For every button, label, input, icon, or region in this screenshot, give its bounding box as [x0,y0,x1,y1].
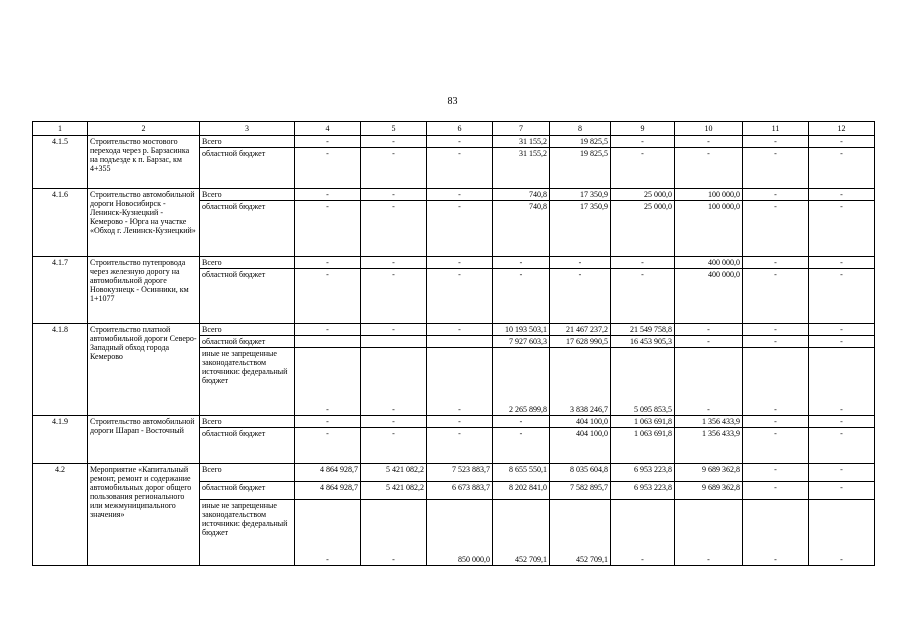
value-cell: 19 825,5 [550,148,611,189]
row-number: 4.1.9 [33,416,88,464]
value-cell: 17 350,9 [550,189,611,201]
value-cell: 4 864 928,7 [295,464,361,482]
value-cell: - [361,136,427,148]
value-cell: - [295,148,361,189]
funding-source: Всего [200,324,295,336]
value-cell: 850 000,0 [427,500,493,566]
value-cell: 1 063 691,8 [611,416,675,428]
value-cell: 2 265 899,8 [493,348,550,416]
value-cell: 9 689 362,8 [675,464,743,482]
value-cell [361,336,427,348]
value-cell: 452 709,1 [493,500,550,566]
column-header: 11 [743,122,809,136]
value-cell: - [361,189,427,201]
value-cell: - [361,269,427,324]
value-cell: 7 927 603,3 [493,336,550,348]
funding-source: областной бюджет [200,269,295,324]
value-cell: - [809,269,875,324]
value-cell: 5 095 853,5 [611,348,675,416]
value-cell: - [743,428,809,464]
column-header: 3 [200,122,295,136]
value-cell: 9 689 362,8 [675,482,743,500]
value-cell: - [361,416,427,428]
value-cell: - [743,136,809,148]
value-cell: 3 838 246,7 [550,348,611,416]
value-cell: - [493,269,550,324]
activity-name: Строительство автомобильной дороги Новосибирск - Ленинск-Кузнецкий - Кемерово - Юрга на участке «Обход г. Ленинск-Кузнецкий» [88,189,200,257]
value-cell: - [427,201,493,257]
value-cell: 31 155,2 [493,136,550,148]
value-cell: 25 000,0 [611,201,675,257]
value-cell: - [295,324,361,336]
value-cell: 21 549 758,8 [611,324,675,336]
value-cell: - [611,500,675,566]
table-row [33,189,875,201]
funding-source: областной бюджет [200,336,295,348]
value-cell: 17 350,9 [550,201,611,257]
funding-source: иные не запрещенные законодательством источники: федеральный бюджет [200,500,295,566]
value-cell: - [361,324,427,336]
value-cell: - [675,136,743,148]
value-cell: 25 000,0 [611,189,675,201]
funding-source: Всего [200,464,295,482]
funding-source: областной бюджет [200,482,295,500]
value-cell: - [427,428,493,464]
column-header: 6 [427,122,493,136]
value-cell: - [809,348,875,416]
column-header: 1 [33,122,88,136]
table-row [33,136,875,148]
row-number: 4.1.8 [33,324,88,416]
activity-name: Мероприятие «Капитальный ремонт, ремонт и содержание автомобильных дорог общего пользования регионального или межмуниципального значения» [88,464,200,566]
funding-source: областной бюджет [200,148,295,189]
row-number: 4.1.5 [33,136,88,189]
value-cell: 6 673 883,7 [427,482,493,500]
value-cell: - [361,257,427,269]
value-cell: - [295,201,361,257]
value-cell: - [743,464,809,482]
value-cell: - [809,500,875,566]
funding-source: Всего [200,189,295,201]
value-cell: 740,8 [493,201,550,257]
value-cell: - [427,269,493,324]
value-cell: 10 193 503,1 [493,324,550,336]
value-cell: - [295,428,361,464]
value-cell: 6 953 223,8 [611,464,675,482]
value-cell: - [743,257,809,269]
value-cell: 100 000,0 [675,189,743,201]
value-cell: - [295,348,361,416]
value-cell: - [427,148,493,189]
value-cell: - [743,500,809,566]
value-cell: 19 825,5 [550,136,611,148]
value-cell: 7 582 895,7 [550,482,611,500]
funding-source: областной бюджет [200,201,295,257]
value-cell: - [809,482,875,500]
activity-name: Строительство платной автомобильной дороги Северо-Западный обход города Кемерово [88,324,200,416]
value-cell: - [611,136,675,148]
value-cell: 31 155,2 [493,148,550,189]
value-cell: - [611,269,675,324]
value-cell [427,336,493,348]
value-cell: - [427,257,493,269]
value-cell: - [361,148,427,189]
value-cell: - [550,257,611,269]
column-header: 5 [361,122,427,136]
page-number: 83 [447,96,458,107]
value-cell: - [295,189,361,201]
column-header: 9 [611,122,675,136]
value-cell: - [743,416,809,428]
value-cell: 740,8 [493,189,550,201]
value-cell: - [295,257,361,269]
value-cell: - [743,336,809,348]
value-cell: - [675,348,743,416]
table-row [33,324,875,336]
header-row [33,122,875,136]
value-cell: 1 356 433,9 [675,416,743,428]
row-number: 4.1.7 [33,257,88,324]
value-cell: - [493,416,550,428]
value-cell: - [675,148,743,189]
value-cell: - [809,201,875,257]
value-cell: - [427,348,493,416]
value-cell: 400 000,0 [675,269,743,324]
value-cell: 8 035 604,8 [550,464,611,482]
value-cell: - [809,136,875,148]
value-cell: - [295,269,361,324]
value-cell: - [361,500,427,566]
value-cell: - [809,428,875,464]
value-cell: 1 356 433,9 [675,428,743,464]
value-cell: 404 100,0 [550,428,611,464]
value-cell: 7 523 883,7 [427,464,493,482]
value-cell: - [295,500,361,566]
activity-name: Строительство мостового перехода через р. Барзасинка на подъезде к п. Барзас, км 4+355 [88,136,200,189]
funding-source: Всего [200,257,295,269]
table-row [33,257,875,269]
value-cell: 100 000,0 [675,201,743,257]
value-cell: 6 953 223,8 [611,482,675,500]
value-cell [295,336,361,348]
value-cell: - [611,148,675,189]
column-header: 12 [809,122,875,136]
value-cell: - [743,482,809,500]
value-cell: - [809,416,875,428]
value-cell: - [675,500,743,566]
value-cell: 8 202 841,0 [493,482,550,500]
table-row [33,416,875,428]
value-cell: - [361,428,427,464]
funding-source: областной бюджет [200,428,295,464]
table-row [33,464,875,482]
value-cell: - [743,324,809,336]
value-cell: - [809,336,875,348]
value-cell: - [427,189,493,201]
column-header: 7 [493,122,550,136]
value-cell: - [611,257,675,269]
column-header: 2 [88,122,200,136]
value-cell: - [743,201,809,257]
column-header: 4 [295,122,361,136]
value-cell: - [809,464,875,482]
value-cell: - [743,348,809,416]
program-table [32,121,875,566]
value-cell: 5 421 082,2 [361,464,427,482]
row-number: 4.1.6 [33,189,88,257]
value-cell: 16 453 905,3 [611,336,675,348]
value-cell: - [295,136,361,148]
column-header: 10 [675,122,743,136]
funding-source: Всего [200,416,295,428]
value-cell: - [493,428,550,464]
value-cell: - [809,148,875,189]
value-cell: - [427,416,493,428]
value-cell: - [361,348,427,416]
value-cell: - [361,201,427,257]
value-cell: - [675,324,743,336]
value-cell: 400 000,0 [675,257,743,269]
value-cell: - [493,257,550,269]
activity-name: Строительство путепровода через железную дорогу на автомобильной дороге Новокузнецк - Осинники, км 1+1077 [88,257,200,324]
value-cell: 5 421 082,2 [361,482,427,500]
value-cell: - [295,416,361,428]
value-cell: - [743,269,809,324]
value-cell: 21 467 237,2 [550,324,611,336]
funding-source: Всего [200,136,295,148]
value-cell: - [427,324,493,336]
value-cell: - [743,148,809,189]
row-number: 4.2 [33,464,88,566]
value-cell: - [550,269,611,324]
value-cell: - [743,189,809,201]
value-cell: 8 655 550,1 [493,464,550,482]
value-cell: - [809,324,875,336]
funding-source: иные не запрещенные законодательством источники: федеральный бюджет [200,348,295,416]
value-cell: 4 864 928,7 [295,482,361,500]
column-header: 8 [550,122,611,136]
value-cell: 17 628 990,5 [550,336,611,348]
value-cell: - [675,336,743,348]
value-cell: - [809,257,875,269]
activity-name: Строительство автомобильной дороги Шарап - Восточный [88,416,200,464]
value-cell: - [809,189,875,201]
value-cell: 1 063 691,8 [611,428,675,464]
value-cell: - [427,136,493,148]
value-cell: 452 709,1 [550,500,611,566]
value-cell: 404 100,0 [550,416,611,428]
